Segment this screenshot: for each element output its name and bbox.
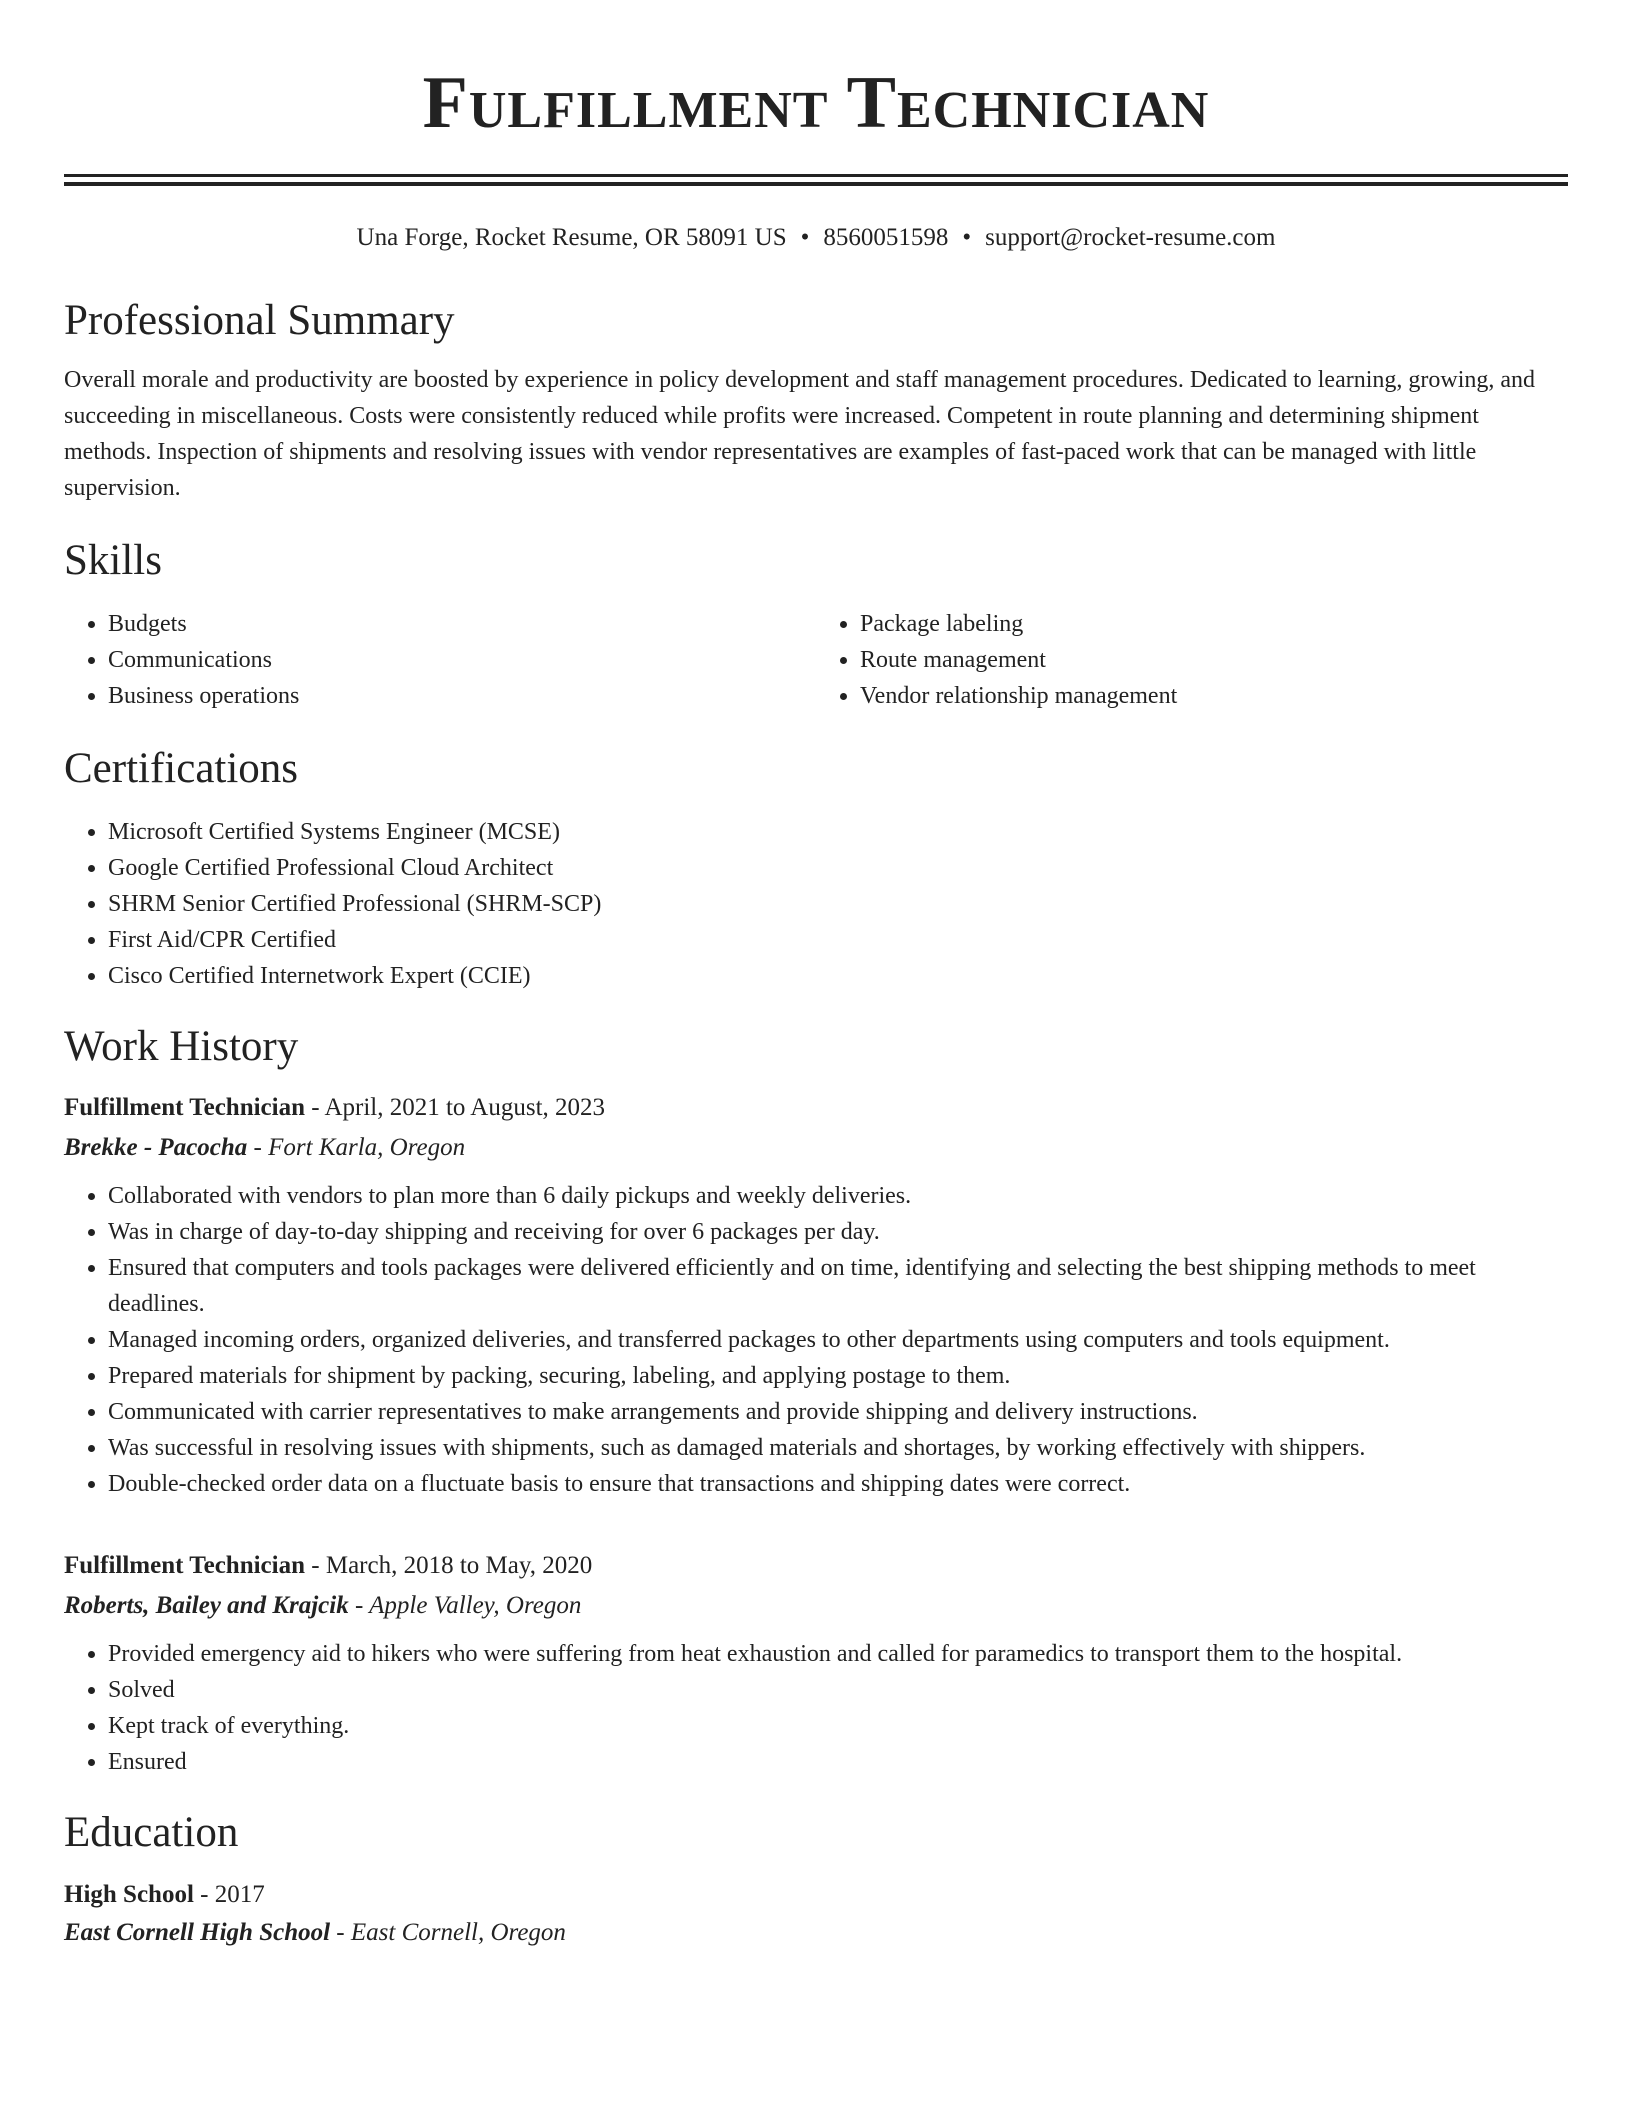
education-year: 2017	[214, 1881, 265, 1908]
education-school: East Cornell High School	[64, 1919, 331, 1946]
education-dash: -	[200, 1881, 209, 1908]
skill-item: • Communications	[108, 642, 816, 678]
job-bullet: • Communicated with carrier representatives to make arrangements and provide shipping and delivery instructions.	[108, 1394, 1568, 1430]
job-location: Apple Valley, Oregon	[369, 1592, 582, 1619]
contact-separator: •	[962, 224, 972, 251]
resume-title: Fulfillment Technician	[422, 62, 1210, 144]
certifications-section	[64, 744, 1568, 994]
divider-line-thick	[64, 182, 1568, 186]
skills-heading: Skills	[64, 537, 162, 584]
job-dates: April, 2021 to August, 2023	[324, 1094, 606, 1121]
job-bullet: • Kept track of everything.	[108, 1708, 1568, 1744]
job-company: Roberts, Bailey and Krajcik	[64, 1592, 349, 1619]
certification-item: • SHRM Senior Certified Professional (SHRM-SCP)	[108, 886, 1568, 922]
skills-list-right	[816, 606, 1568, 714]
certifications-heading: Certifications	[64, 745, 299, 792]
job-bullet: • Ensured that computers and tools packages were delivered efficiently and on time, identifying and selecting the best shipping methods to meet deadlines.	[108, 1250, 1568, 1322]
summary-heading: Professional Summary	[64, 297, 455, 344]
job-header	[64, 1546, 1568, 1586]
skill-item: • Vendor relationship management	[860, 678, 1568, 714]
skills-list-left	[64, 606, 816, 714]
job-bullets	[64, 1178, 1568, 1502]
contact-email: support@rocket-resume.com	[985, 224, 1276, 251]
contact-phone: 8560051598	[823, 224, 949, 251]
job-employer	[64, 1586, 1568, 1626]
education-heading: Education	[64, 1809, 239, 1856]
job-bullet: • Was successful in resolving issues with shipments, such as damaged materials and shortages, by working effectively with shippers.	[108, 1430, 1568, 1466]
resume-page	[64, 0, 1568, 1952]
education-location: East Cornell, Oregon	[350, 1919, 566, 1946]
skill-item: • Business operations	[108, 678, 816, 714]
title-divider	[64, 174, 1568, 186]
job-title: Fulfillment Technician	[64, 1552, 306, 1579]
summary-text: Overall morale and productivity are boosted by experience in policy development and staff management procedures. Dedicated to learning, growing, and succeeding in miscellaneous. Costs were consistently reduced while profits were increased. Competent in route planning and determining shipment methods. Inspection of shipments and resolving issues with vendor representatives are examples of fast-paced work that can be managed with little supervision.	[64, 367, 1536, 501]
job-bullet: • Solved	[108, 1672, 1568, 1708]
education-section	[64, 1808, 1568, 1952]
contact-line	[64, 220, 1568, 256]
job-bullet: • Provided emergency aid to hikers who were suffering from heat exhaustion and called for paramedics to transport them to the hospital.	[108, 1636, 1568, 1672]
job-dash: -	[311, 1552, 320, 1579]
skills-section	[64, 536, 1568, 714]
education-degree: High School	[64, 1881, 194, 1908]
certification-item: • Google Certified Professional Cloud Architect	[108, 850, 1568, 886]
skill-item: • Route management	[860, 642, 1568, 678]
work-history-heading: Work History	[64, 1023, 299, 1070]
job-bullet: • Prepared materials for shipment by packing, securing, labeling, and applying postage to them.	[108, 1358, 1568, 1394]
job-entry	[64, 1088, 1568, 1502]
certification-item: • First Aid/CPR Certified	[108, 922, 1568, 958]
job-bullet: • Collaborated with vendors to plan more than 6 daily pickups and weekly deliveries.	[108, 1178, 1568, 1214]
divider-line-thin	[64, 174, 1568, 177]
skill-item: • Package labeling	[860, 606, 1568, 642]
skills-columns	[64, 606, 1568, 714]
job-bullets	[64, 1636, 1568, 1780]
job-bullet: • Managed incoming orders, organized deliveries, and transferred packages to other departments using computers and tools equipment.	[108, 1322, 1568, 1358]
job-entry	[64, 1546, 1568, 1780]
work-history-section	[64, 1022, 1568, 1780]
education-school-line	[64, 1914, 1568, 1952]
summary-section	[64, 296, 1568, 506]
contact-separator: •	[800, 224, 810, 251]
job-dash: -	[354, 1592, 364, 1619]
job-header	[64, 1088, 1568, 1128]
education-dash: -	[336, 1919, 345, 1946]
certifications-list	[64, 814, 1568, 994]
job-bullet: • Ensured	[108, 1744, 1568, 1780]
skill-item: • Budgets	[108, 606, 816, 642]
job-dash: -	[253, 1134, 262, 1161]
education-degree-line	[64, 1876, 1568, 1914]
job-bullet: • Double-checked order data on a fluctuate basis to ensure that transactions and shipping dates were correct.	[108, 1466, 1568, 1502]
certification-item: • Cisco Certified Internetwork Expert (CCIE)	[108, 958, 1568, 994]
job-location: Fort Karla, Oregon	[268, 1134, 466, 1161]
education-entry	[64, 1876, 1568, 1952]
job-company: Brekke - Pacocha	[64, 1134, 248, 1161]
job-employer	[64, 1128, 1568, 1168]
job-dates: March, 2018 to May, 2020	[325, 1552, 593, 1579]
job-bullet: • Was in charge of day-to-day shipping and receiving for over 6 packages per day.	[108, 1214, 1568, 1250]
certification-item: • Microsoft Certified Systems Engineer (MCSE)	[108, 814, 1568, 850]
job-title: Fulfillment Technician	[64, 1094, 306, 1121]
contact-address: Una Forge, Rocket Resume, OR 58091 US	[356, 224, 787, 251]
job-dash: -	[311, 1094, 320, 1121]
